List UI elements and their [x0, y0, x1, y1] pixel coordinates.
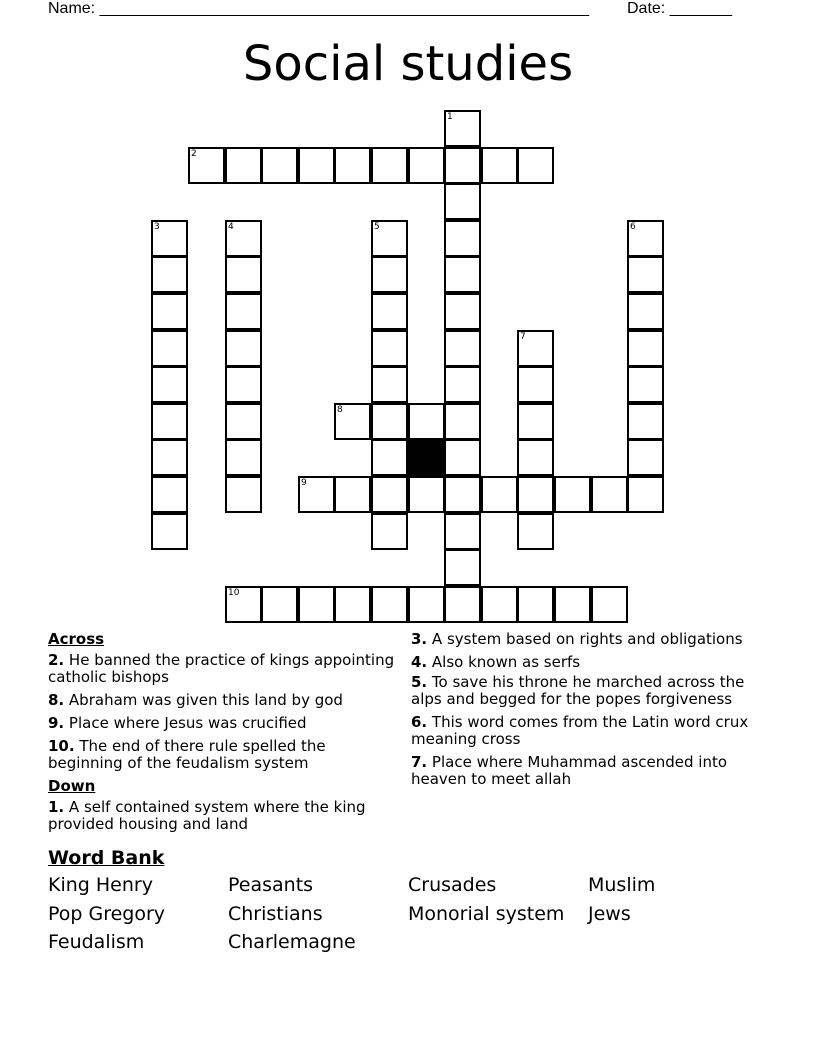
- crossword-cell[interactable]: [151, 439, 188, 476]
- word-bank-word: King Henry: [48, 874, 153, 896]
- clue-number: 10.: [48, 737, 75, 755]
- crossword-cell[interactable]: [225, 366, 262, 403]
- crossword-cell[interactable]: [261, 147, 298, 184]
- crossword-cell[interactable]: [371, 586, 408, 623]
- crossword-cell[interactable]: [151, 476, 188, 513]
- clue-down-6: [411, 714, 761, 748]
- cell-number: 3: [154, 222, 160, 232]
- cell-number: 10: [228, 588, 240, 598]
- across-heading: Across: [48, 630, 105, 648]
- crossword-cell[interactable]: [151, 256, 188, 293]
- crossword-cell[interactable]: [444, 110, 481, 147]
- word-bank-word: Peasants: [228, 874, 314, 896]
- crossword-cell[interactable]: [627, 476, 664, 513]
- clue-text: The end of there rule spelled the beginning of the feudalism system: [48, 737, 326, 772]
- crossword-cell[interactable]: [627, 403, 664, 440]
- crossword-cell[interactable]: [444, 366, 481, 403]
- clue-number: 2.: [48, 651, 65, 669]
- crossword-cell[interactable]: [408, 403, 445, 440]
- crossword-cell[interactable]: [371, 330, 408, 367]
- crossword-cell[interactable]: [371, 439, 408, 476]
- crossword-cell[interactable]: [444, 183, 481, 220]
- crossword-cell[interactable]: [371, 366, 408, 403]
- word-bank-word: Jews: [588, 903, 631, 925]
- crossword-cell[interactable]: [627, 330, 664, 367]
- date-field-label: Date: _______: [627, 0, 732, 17]
- crossword-cell[interactable]: [371, 513, 408, 550]
- clue-down-1: [48, 799, 398, 833]
- clue-text: A self contained system where the king provided housing and land: [48, 798, 366, 833]
- crossword-cell[interactable]: [481, 147, 518, 184]
- crossword-cell[interactable]: [225, 439, 262, 476]
- crossword-cell[interactable]: [225, 293, 262, 330]
- word-bank-word: Pop Gregory: [48, 903, 166, 925]
- crossword-cell[interactable]: [371, 293, 408, 330]
- cell-number: 6: [630, 222, 636, 232]
- crossword-cell[interactable]: [371, 256, 408, 293]
- down-heading: Down: [48, 777, 96, 795]
- crossword-cell[interactable]: [591, 586, 628, 623]
- crossword-cell[interactable]: [225, 256, 262, 293]
- clue-text: Place where Muhammad ascended into heaven to meet allah: [411, 753, 728, 788]
- crossword-cell[interactable]: [225, 476, 262, 513]
- word-bank-title: Word Bank: [48, 847, 165, 869]
- clue-text: Abraham was given this land by god: [68, 691, 343, 709]
- crossword-cell[interactable]: [444, 293, 481, 330]
- name-field-label: Name: _______________________________________________________: [48, 0, 589, 17]
- crossword-cell[interactable]: [151, 330, 188, 367]
- clue-number: 6.: [411, 713, 428, 731]
- clue-number: 7.: [411, 753, 428, 771]
- clue-number: 3.: [411, 630, 428, 648]
- clue-down-5: [411, 674, 761, 708]
- clue-across-10: [48, 738, 398, 772]
- crossword-cell[interactable]: [591, 476, 628, 513]
- crossword-cell[interactable]: [225, 147, 262, 184]
- crossword-cell[interactable]: [298, 586, 335, 623]
- crossword-cell[interactable]: [334, 403, 371, 440]
- crossword-cell[interactable]: [554, 586, 591, 623]
- crossword-cell[interactable]: [481, 476, 518, 513]
- cell-number: 5: [374, 222, 380, 232]
- crossword-cell[interactable]: [517, 330, 554, 367]
- clue-down-7: [411, 754, 761, 788]
- clue-across-2: [48, 652, 398, 686]
- clue-number: 1.: [48, 798, 65, 816]
- crossword-cell[interactable]: [225, 403, 262, 440]
- crossword-cell[interactable]: [225, 586, 262, 623]
- clue-text: He banned the practice of kings appointing catholic bishops: [48, 651, 395, 686]
- crossword-cell[interactable]: [261, 586, 298, 623]
- clue-text: A system based on rights and obligations: [431, 630, 743, 648]
- crossword-cell[interactable]: [517, 403, 554, 440]
- crossword-cell[interactable]: [517, 439, 554, 476]
- crossword-cell[interactable]: [151, 220, 188, 257]
- word-bank-word: Crusades: [408, 874, 497, 896]
- word-bank-word: Muslim: [588, 874, 656, 896]
- crossword-cell[interactable]: [517, 476, 554, 513]
- crossword-cell[interactable]: [444, 439, 481, 476]
- crossword-cell[interactable]: [444, 220, 481, 257]
- crossword-cell[interactable]: [225, 330, 262, 367]
- crossword-cell[interactable]: [334, 586, 371, 623]
- cell-number: 8: [337, 405, 343, 415]
- crossword-cell[interactable]: [554, 476, 591, 513]
- clue-text: Also known as serfs: [431, 653, 581, 671]
- word-bank-word: Monorial system: [408, 903, 565, 925]
- crossword-cell[interactable]: [334, 476, 371, 513]
- crossword-cell[interactable]: [408, 147, 445, 184]
- clue-number: 5.: [411, 673, 428, 691]
- crossword-cell[interactable]: [444, 549, 481, 586]
- crossword-cell[interactable]: [444, 147, 481, 184]
- crossword-cell[interactable]: [627, 256, 664, 293]
- crossword-cell[interactable]: [517, 513, 554, 550]
- cell-number: 7: [520, 332, 526, 342]
- word-bank-word: Christians: [228, 903, 323, 925]
- clue-number: 9.: [48, 714, 65, 732]
- crossword-cell[interactable]: [517, 366, 554, 403]
- clue-text: This word comes from the Latin word crux meaning cross: [411, 713, 749, 748]
- crossword-cell[interactable]: [151, 366, 188, 403]
- crossword-cell[interactable]: [627, 293, 664, 330]
- crossword-cell[interactable]: [627, 366, 664, 403]
- crossword-cell[interactable]: [371, 476, 408, 513]
- crossword-cell[interactable]: [408, 476, 445, 513]
- clue-across-9: [48, 715, 398, 732]
- crossword-cell[interactable]: [151, 403, 188, 440]
- clue-across-8: [48, 692, 398, 709]
- crossword-cell[interactable]: [371, 220, 408, 257]
- crossword-cell[interactable]: [444, 330, 481, 367]
- page-title: Social studies: [242, 36, 574, 92]
- crossword-cell[interactable]: [444, 513, 481, 550]
- clues-column-right: [411, 631, 761, 794]
- crossword-cell[interactable]: [298, 147, 335, 184]
- crossword-cell[interactable]: [444, 403, 481, 440]
- word-bank-word: Feudalism: [48, 931, 145, 953]
- crossword-cell[interactable]: [517, 147, 554, 184]
- clue-down-3: [411, 631, 761, 648]
- crossword-cell[interactable]: [371, 403, 408, 440]
- crossword-cell[interactable]: [444, 256, 481, 293]
- cell-number: 2: [191, 149, 197, 159]
- crossword-cell[interactable]: [151, 513, 188, 550]
- cell-number: 4: [228, 222, 234, 232]
- crossword-cell[interactable]: [481, 586, 518, 623]
- cell-number: 9: [301, 478, 307, 488]
- black-square: [408, 439, 445, 476]
- clue-number: 8.: [48, 691, 65, 709]
- crossword-cell[interactable]: [444, 586, 481, 623]
- word-bank-word: Charlemagne: [228, 931, 356, 953]
- cell-number: 1: [447, 112, 453, 122]
- crossword-cell[interactable]: [517, 586, 554, 623]
- crossword-cell[interactable]: [371, 147, 408, 184]
- crossword-cell[interactable]: [225, 220, 262, 257]
- crossword-cell[interactable]: [188, 147, 225, 184]
- crossword-cell[interactable]: [627, 439, 664, 476]
- crossword-cell[interactable]: [151, 293, 188, 330]
- clue-text: To save his throne he marched across the alps and begged for the popes forgiveness: [411, 673, 745, 708]
- clue-number: 4.: [411, 653, 428, 671]
- crossword-cell[interactable]: [444, 476, 481, 513]
- clue-down-4: [411, 654, 761, 671]
- crossword-cell[interactable]: [334, 147, 371, 184]
- crossword-cell[interactable]: [408, 586, 445, 623]
- crossword-cell[interactable]: [298, 476, 335, 513]
- clues-column-left: [48, 631, 398, 839]
- clue-text: Place where Jesus was crucified: [68, 714, 307, 732]
- crossword-cell[interactable]: [627, 220, 664, 257]
